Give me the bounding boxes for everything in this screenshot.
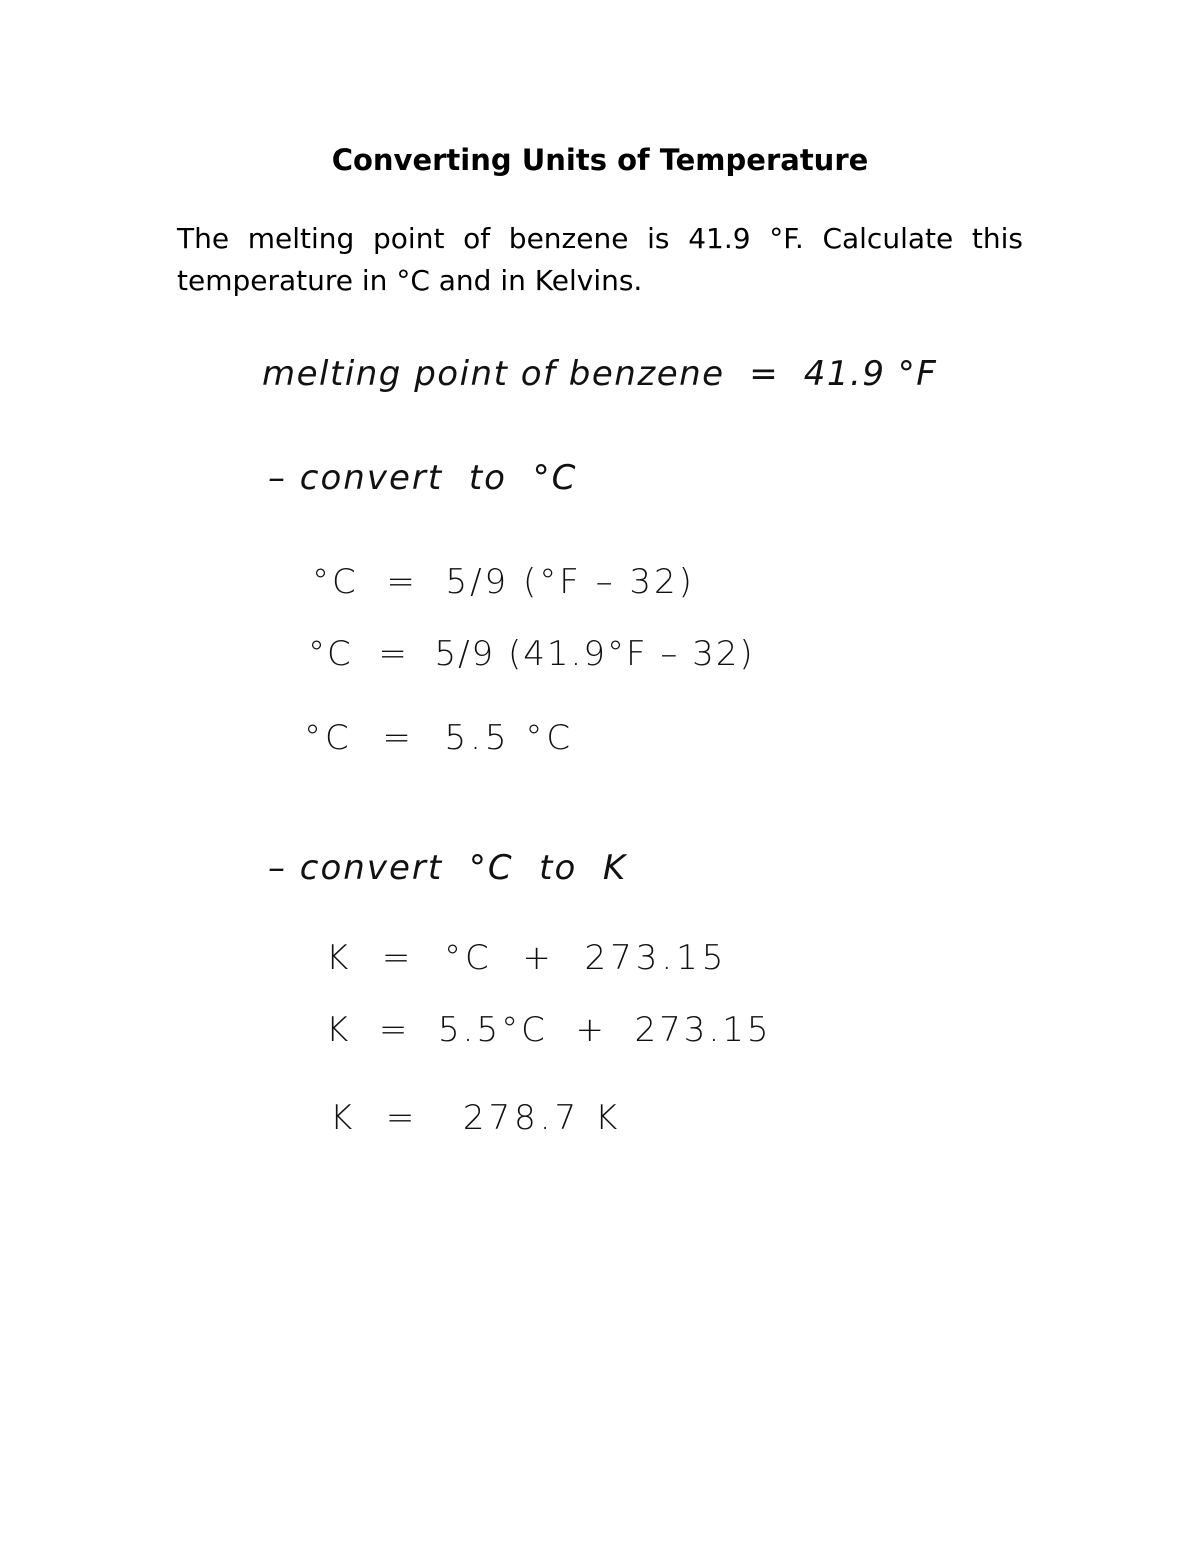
celsius-formula: °C = 5/9 (°F – 32) (312, 562, 695, 602)
step-heading-celsius: – convert to °C (268, 458, 578, 498)
given-value-line: melting point of benzene = 41.9 °F (262, 354, 938, 394)
celsius-result: °C = 5.5 °C (304, 718, 575, 758)
celsius-substitution: °C = 5/9 (41.9°F – 32) (308, 634, 755, 674)
kelvin-result: K = 278.7 K (330, 1098, 622, 1138)
problem-statement: The melting point of benzene is 41.9 °F. Calculate this temperature in °C and in Kelvins. (177, 222, 1023, 297)
kelvin-substitution: K = 5.5°C + 273.15 (326, 1010, 772, 1050)
kelvin-formula: K = °C + 273.15 (326, 938, 728, 978)
step-heading-kelvin: – convert °C to K (268, 848, 628, 888)
page-title: Converting Units of Temperature (331, 143, 869, 177)
